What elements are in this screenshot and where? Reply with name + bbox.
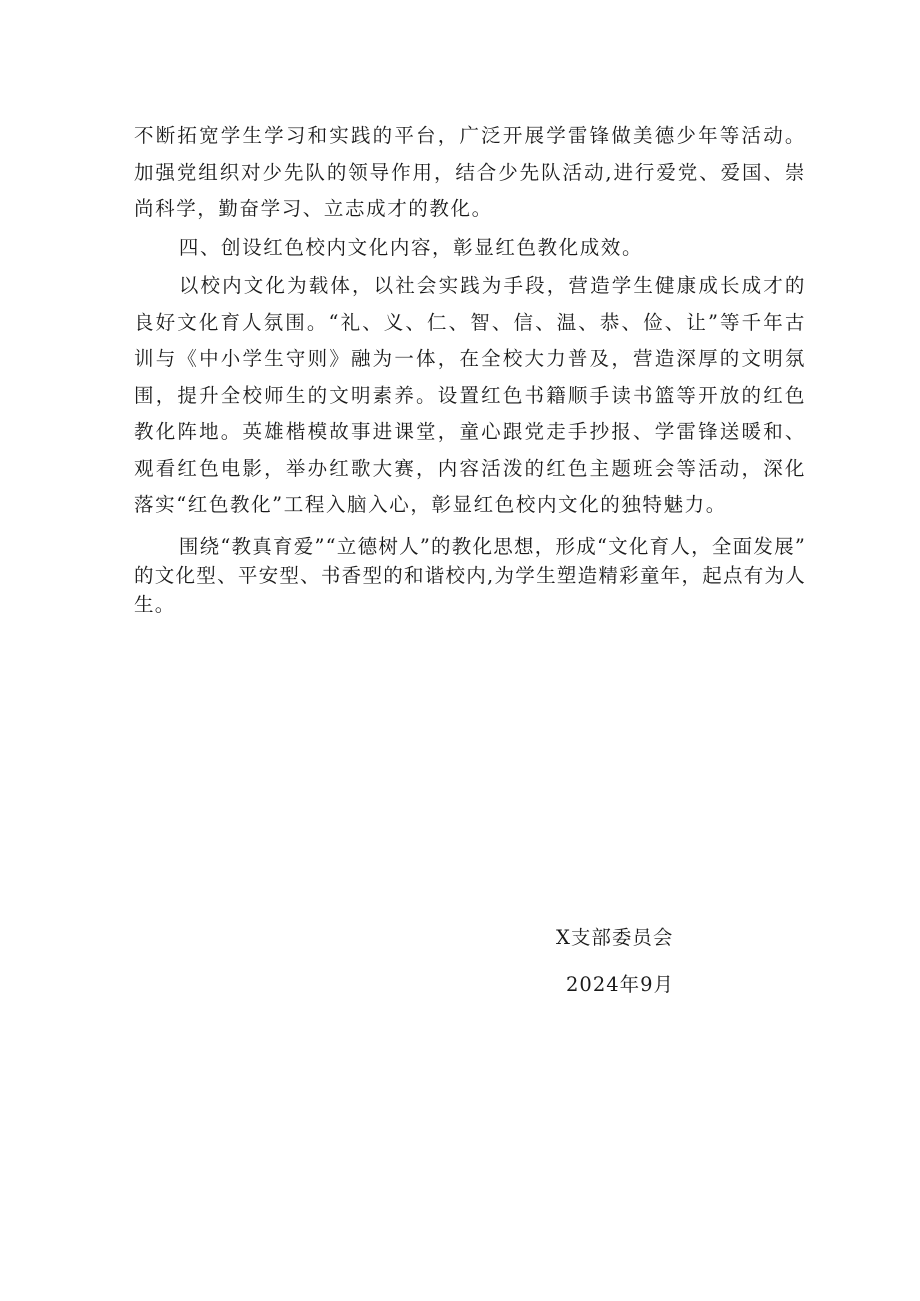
paragraph-closing: 围绕“教真育爱”“立德树人”的教化思想，形成“文化育人，全面发展”的文化型、平安型、书香型的和谐校内,为学生塑造精彩童年，起点有为人生。 bbox=[134, 534, 806, 616]
signature-block bbox=[556, 921, 776, 1002]
paragraph-campus-culture: 以校内文化为载体，以社会实践为手段，营造学生健康成长成才的良好文化育人氛围。“礼、义、仁、智、信、温、恭、俭、让”等千年古训与《中小学生守则》融为一体，在全校大力普及，营造深厚的文明氛围，提升全校师生的文明素养。设置红色书籍顺手读书篮等开放的红色教化阵地。英雄楷模故事进课堂，童心跟党走手抄报、学雷锋送暖和、观看红色电影，举办红歌大赛，内容活泼的红色主题班会等活动，深化落实“红色教化”工程入脑入心，彰显红色校内文化的独特魅力。 bbox=[134, 274, 806, 516]
signature-date: 2024年9月 bbox=[566, 973, 675, 996]
section-heading: 四、创设红色校内文化内容，彰显红色教化成效。 bbox=[178, 235, 644, 259]
document-body bbox=[134, 118, 806, 619]
signature-organization: X支部委员会 bbox=[556, 926, 674, 949]
paragraph-continuation: 不断拓宽学生学习和实践的平台，广泛开展学雷锋做美德少年等活动。加强党组织对少先队的领导作用，结合少先队活动,进行爱党、爱国、崇尚科学，勤奋学习、立志成才的教化。 bbox=[134, 124, 806, 220]
